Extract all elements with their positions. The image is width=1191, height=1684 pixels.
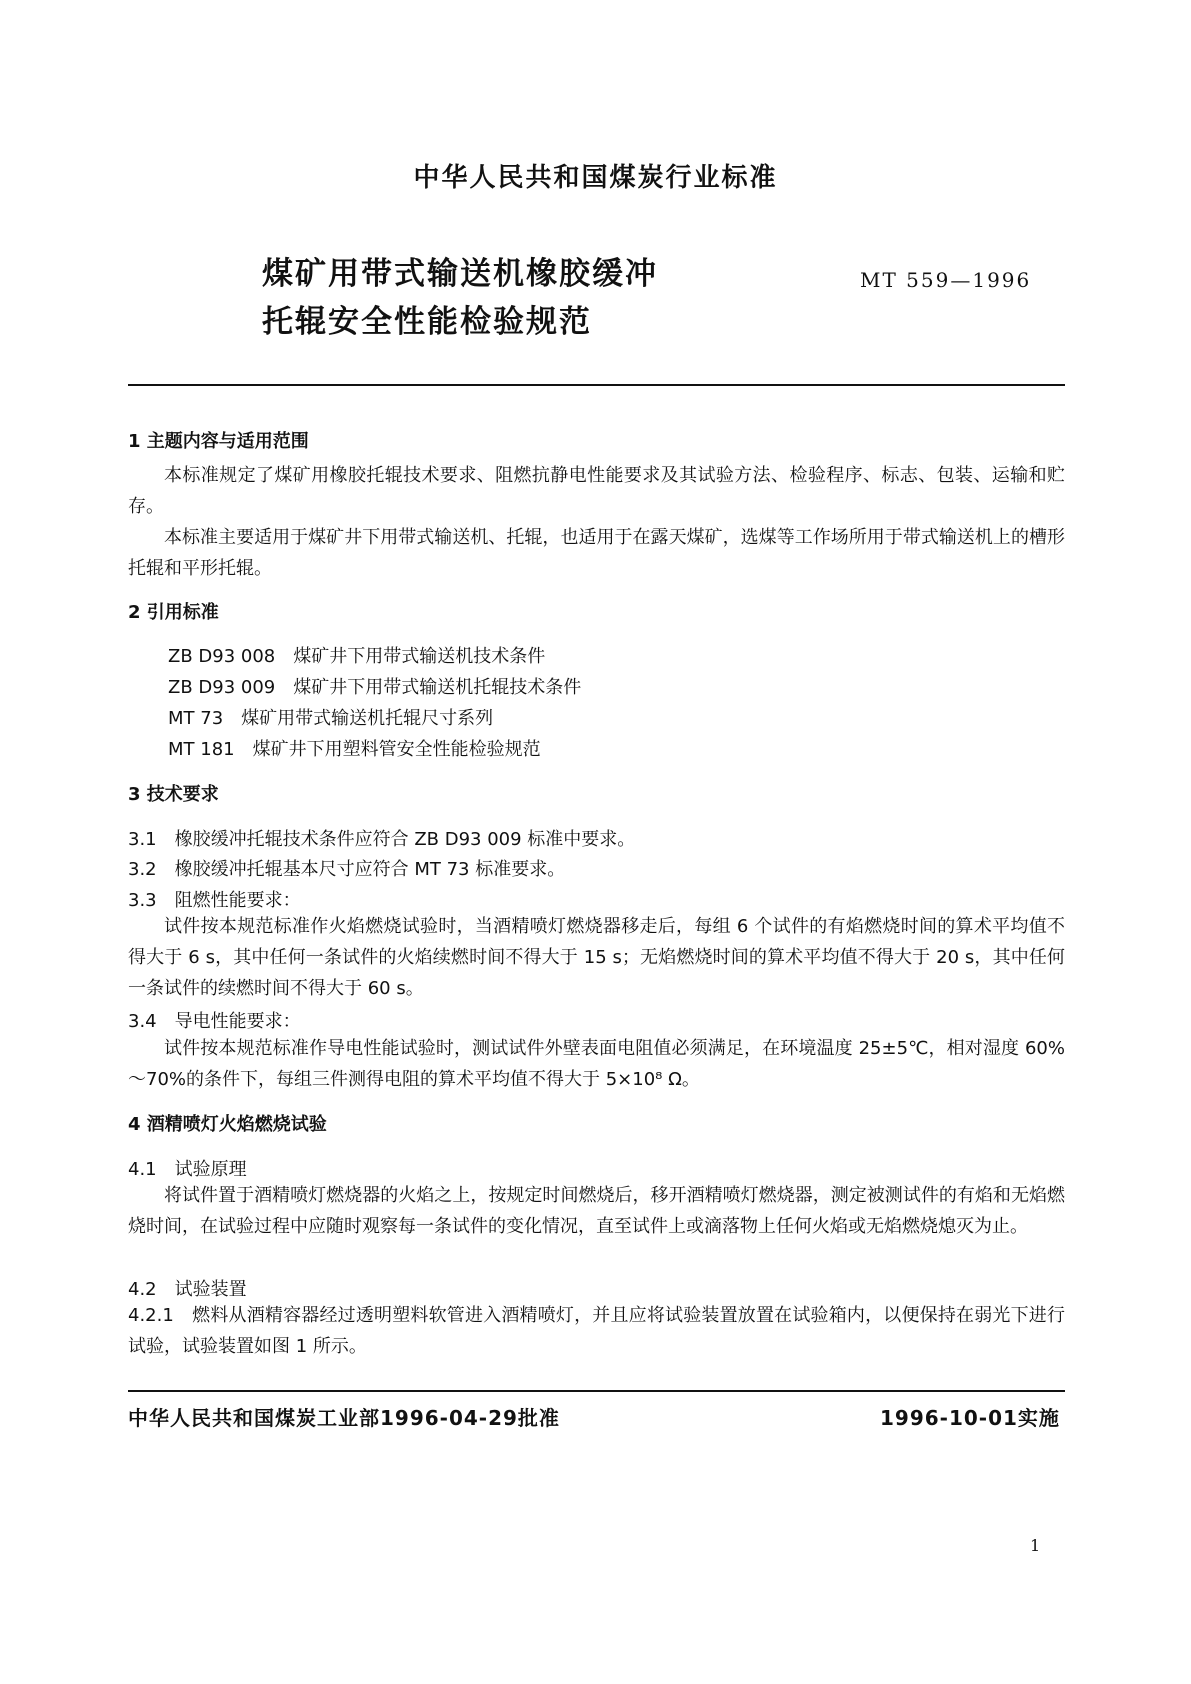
clause-3-1: 3.1 橡胶缓冲托辊技术条件应符合 ZB D93 009 标准中要求。 [128, 829, 636, 850]
implementation-date: 1996-10-01实施 [880, 1406, 1060, 1430]
title-line-2: 托辊安全性能检验规范 [262, 304, 592, 340]
clause-4-2: 4.2 试验装置 [128, 1279, 247, 1300]
section-1-paragraph-2: 本标准主要适用于煤矿井下用带式输送机、托辊，也适用于在露天煤矿，选煤等工作场所用于带式输送机上的槽形托辊和平形托辊。 [128, 527, 1065, 579]
top-divider [128, 384, 1065, 386]
reference-item: MT 181 煤矿井下用塑料管安全性能检验规范 [168, 739, 541, 760]
clause-4-2-1: 4.2.1 燃料从酒精容器经过透明塑料软管进入酒精喷灯，并且应将试验装置放置在试验箱内，以便保持在弱光下进行试验，试验装置如图 1 所示。 [128, 1305, 1065, 1357]
standard-number: MT 559—1996 [860, 268, 1032, 292]
section-3-heading: 3 技术要求 [128, 784, 219, 805]
section-1-paragraph-1: 本标准规定了煤矿用橡胶托辊技术要求、阻燃抗静电性能要求及其试验方法、检验程序、标志、包装、运输和贮存。 [128, 465, 1065, 517]
section-1-heading: 1 主题内容与适用范围 [128, 431, 309, 452]
clause-4-1: 4.1 试验原理 [128, 1159, 247, 1180]
clause-4-1-text: 将试件置于酒精喷灯燃烧器的火焰之上，按规定时间燃烧后，移开酒精喷灯燃烧器，测定被测试件的有焰和无焰燃烧时间，在试验过程中应随时观察每一条试件的变化情况，直至试件上或滴落物上任何火焰或无焰燃烧熄灭为止。 [128, 1185, 1065, 1237]
bottom-divider [128, 1390, 1065, 1392]
clause-3-4: 3.4 导电性能要求： [128, 1011, 301, 1032]
clause-3-3: 3.3 阻燃性能要求： [128, 890, 301, 911]
approval-line: 中华人民共和国煤炭工业部1996-04-29批准 [128, 1406, 560, 1430]
section-2-heading: 2 引用标准 [128, 602, 219, 623]
reference-item: ZB D93 008 煤矿井下用带式输送机技术条件 [168, 646, 546, 667]
document-header: 中华人民共和国煤炭行业标准 [413, 163, 778, 193]
title-line-1: 煤矿用带式输送机橡胶缓冲 [262, 256, 658, 292]
page-number: 1 [1030, 1536, 1041, 1555]
clause-3-4-text: 试件按本规范标准作导电性能试验时，测试试件外壁表面电阻值必须满足，在环境温度 25±5℃，相对湿度 60%～70%的条件下，每组三件测得电阻的算术平均值不得大于 5×10⁸ Ω。 [128, 1038, 1065, 1090]
section-4-heading: 4 酒精喷灯火焰燃烧试验 [128, 1114, 327, 1135]
clause-3-3-text: 试件按本规范标准作火焰燃烧试验时，当酒精喷灯燃烧器移走后，每组 6 个试件的有焰燃烧时间的算术平均值不得大于 6 s，其中任何一条试件的火焰续燃时间不得大于 15 s；无焰燃烧时间的算术平均值不得大于 20 s，其中任何一条试件的续燃时间不得大于 60 s。 [128, 916, 1065, 999]
reference-item: MT 73 煤矿用带式输送机托辊尺寸系列 [168, 708, 494, 729]
reference-item: ZB D93 009 煤矿井下用带式输送机托辊技术条件 [168, 677, 582, 698]
clause-3-2: 3.2 橡胶缓冲托辊基本尺寸应符合 MT 73 标准要求。 [128, 859, 566, 880]
